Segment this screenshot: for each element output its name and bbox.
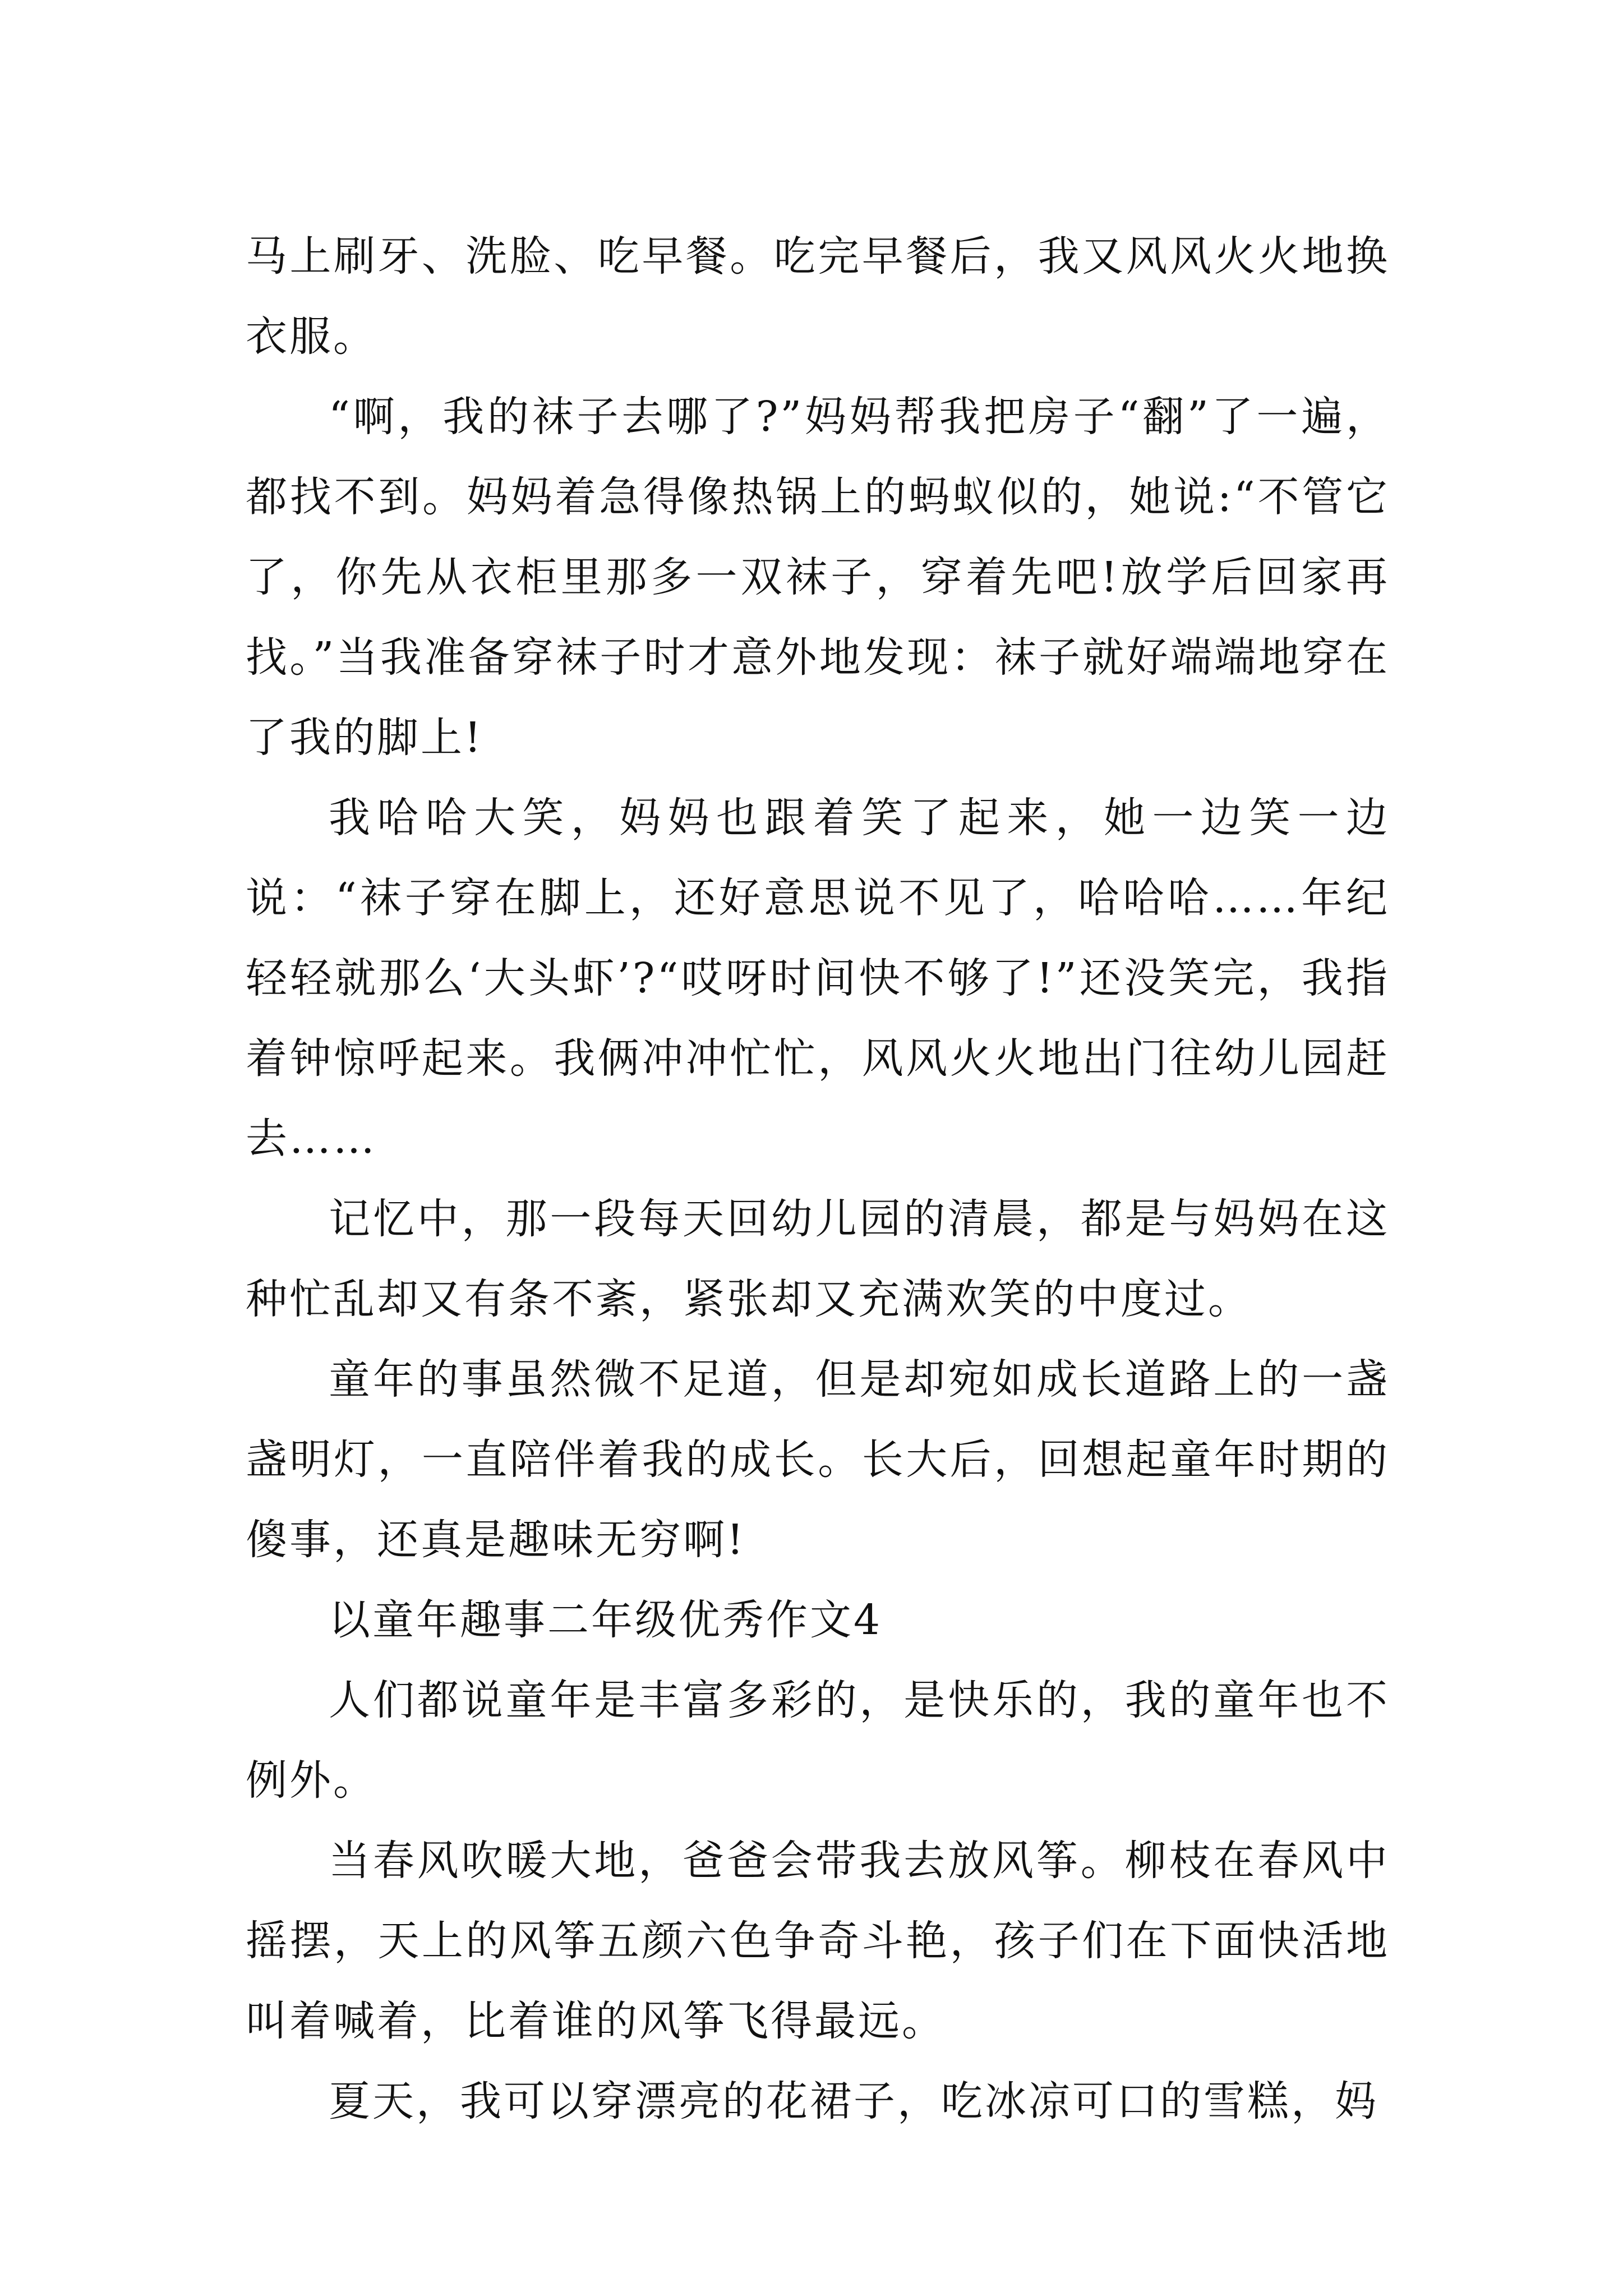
section-heading: 以童年趣事二年级优秀作文4 bbox=[329, 1596, 883, 1644]
paragraph-memory: 记忆中，那一段每天回幼儿园的清晨，都是与妈妈在这种忙乱却又有条不紊，紧张却又充满欢笑的中度过。 bbox=[246, 1195, 1390, 1323]
paragraph-intro: 人们都说童年是丰富多彩的，是快乐的，我的童年也不例外。 bbox=[246, 1676, 1390, 1805]
paragraph-missing-socks: “啊，我的袜子去哪了?”妈妈帮我把房子“翻”了一遍，都找不到。妈妈着急得像热锅上的蚂蚁似的，她说:“不管它了，你先从衣柜里那多一双袜子，穿着先吧!放学后回家再找。”当我准备穿袜子时才意外地发现：袜子就好端端地穿在了我的脚上! bbox=[246, 393, 1390, 762]
document-body bbox=[246, 217, 1390, 2142]
paragraph-conclusion: 童年的事虽然微不足道，但是却宛如成长道路上的一盏盏明灯，一直陪伴着我的成长。长大后，回想起童年时期的傻事，还真是趣味无穷啊! bbox=[246, 1355, 1390, 1564]
paragraph-summer: 夏天，我可以穿漂亮的花裙子，吃冰凉可口的雪糕，妈 bbox=[329, 2077, 1378, 2125]
paragraph-spring: 当春风吹暖大地，爸爸会带我去放风筝。柳枝在春风中摇摆，天上的风筝五颜六色争奇斗艳，孩子们在下面快活地叫着喊着，比着谁的风筝飞得最远。 bbox=[246, 1837, 1390, 2045]
paragraph-laughing: 我哈哈大笑，妈妈也跟着笑了起来，她一边笑一边说：“袜子穿在脚上，还好意思说不见了，哈哈哈……年纪轻轻就那么‘大头虾’?“哎呀时间快不够了!”还没笑完，我指着钟惊呼起来。我俩冲冲忙忙，风风火火地出门往幼儿园赶去…… bbox=[246, 794, 1390, 1163]
paragraph-continuation: 马上刷牙、洗脸、吃早餐。吃完早餐后，我又风风火火地换衣服。 bbox=[246, 232, 1390, 361]
